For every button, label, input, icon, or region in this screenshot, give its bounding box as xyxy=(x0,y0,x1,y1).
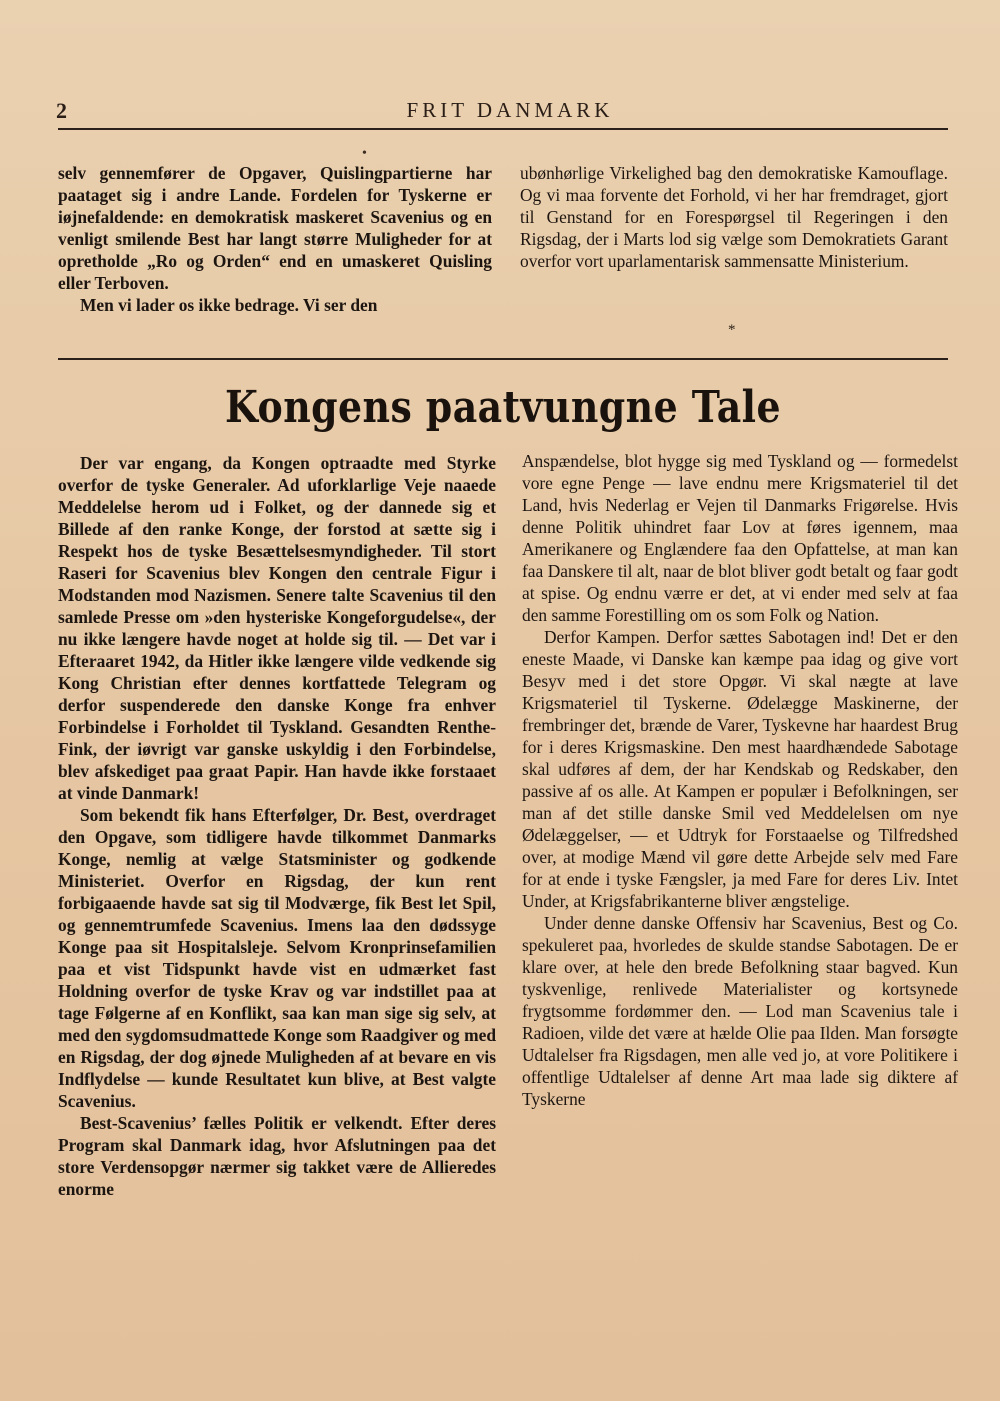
paragraph: selv gennemfører de Opgaver, Quislingpartierne har paataget sig i andre Lande. Fordelen for Tyskerne er iøjnefaldende: en demokratisk maskeret Scavenius og en venligt smilende Best har langt større Muligheder for at opretholde „Ro og Orden“ end en umaskeret Quisling eller Terboven. xyxy=(58,163,492,293)
paragraph: Anspændelse, blot hygge sig med Tyskland og — formedelst vore egne Penge — lave endnu mere Krigsmateriel til det Land, hvis Nederlag er Vejen til Danmarks Frigørelse. Hvis denne Politik uhindret faar Lov at føres igennem, maa Amerikanere og Englændere faa den Opfattelse, at man kan faa Danskere til alt, naar de blot bliver godt betalt og faar godt at spise. Og endnu værre er det, at vi ender med selv at faa den samme Forestilling om os som Folk og Nation. xyxy=(522,451,958,625)
paragraph: Men vi lader os ikke bedrage. Vi ser den xyxy=(80,295,378,315)
paragraph: ubønhørlige Virkelighed bag den demokratiske Kamouflage. Og vi maa forvente det Forhold, vi her har fremdraget, gjort til Genstand for en Forespørgsel til Regeringen i den Rigsdag, der i Marts lod sig vælge som Demokratiets Garant overfor vort uparlamentarisk sammensatte Ministerium. xyxy=(520,163,948,271)
paragraph: Der var engang, da Kongen optraadte med Styrke overfor de tyske Generaler. Ad uforklarlige Veje naaede Meddelelse herom ud i Folket, og der dannede sig et Billede af den ranke Konge, der forstod at sætte sig i Respekt hos de tyske Besættelsesmyndigheder. Til stort Raseri for Scavenius blev Kongen den centrale Figur i Modstanden mod Nazismen. Senere talte Scavenius til den samlede Presse om »den hysteriske Kongeforgudelse«, der nu ikke længere havde noget at holde sig til. — Det var i Efteraaret 1942, da Hitler ikke længere vilde vedkende sig Kong Christian efter dennes kortfattede Telegram og derfor suspenderede den danske Konge fra enhver Forbindelse i Forholdet til Tyskland. Gesandten Renthe-Fink, der iøvrigt var ganske uskyldig i den Forbindelse, blev afskediget paa graat Papir. Han havde ikke forstaaet at vinde Danmark! xyxy=(58,453,496,803)
publication-title: FRIT DANMARK xyxy=(406,98,614,122)
page-number: 2 xyxy=(56,98,67,123)
rule-dot: • xyxy=(362,146,367,161)
top-column-left xyxy=(58,162,492,316)
paragraph: Best-Scavenius’ fælles Politik er velkendt. Efter deres Program skal Danmark idag, hvor Afslutningen paa det store Verdensopgør nærmer sig takket være de Allieredes enorme xyxy=(58,1113,496,1199)
paragraph: Derfor Kampen. Derfor sættes Sabotagen ind! Det er den eneste Maade, vi Danske kan kæmpe paa idag og give vort Besyv med i det store Opgør. Vi skal nægte at lave Krigsmateriel til Tyskerne. Ødelægge Maskinerne, der frembringer det, brænde de Varer, Tyskevne har haardest Brug for i deres Krigsmaskine. Den mest haardhændede Sabotage skal udføres af dem, der har Kendskab og Redskaber, den passive af os alle. At Kampen er populær i Befolkningen, ser man af det stille danske Smil ved Meddelelsen om nye Ødelæggelser, — et Udtryk for Forstaaelse og Tilfredshed over, at modige Mænd vil gøre dette Arbejde selv med Fare for at ende i tyske Fængsler, ja med Fare for deres Liv. Intet Under, at Krigsfabrikanterne bliver ængstelige. xyxy=(522,627,958,911)
section-rule xyxy=(58,358,948,360)
end-mark: * xyxy=(728,322,736,338)
header-rule xyxy=(58,128,948,130)
paragraph: Under denne danske Offensiv har Scavenius, Best og Co. spekuleret paa, hvorledes de skulde standse Sabotagen. De er klare over, at hele den brede Befolkning staar bagved. Kun tyskvenlige, renlivede Materialister og kortsynede frygtsomme fordømmer den. — Lod man Scavenius tale i Radioen, vilde det være at hælde Olie paa Ilden. Man forsøgte Udtalelser fra Rigsdagen, men alle ved jo, at vore Politikere i offentlige Udtalelser af denne Art maa lade sig diktere af Tyskerne xyxy=(522,913,958,1109)
article-column-left xyxy=(58,452,496,1200)
top-column-right xyxy=(520,162,948,272)
paragraph: Som bekendt fik hans Efterfølger, Dr. Best, overdraget den Opgave, som tidligere havde tilkommet Danmarks Konge, nemlig at vælge Statsminister og godkende Ministeriet. Overfor en Rigsdag, der kun rent forbigaaende havde sat sig til Modværge, fik Best let Spil, og gennemtrumfede Scavenius. Imens laa den dødssyge Konge paa sit Hospitalsleje. Selvom Kronprinsefamilien paa et vist Tidspunkt havde vist en udmærket fast Holdning overfor de tyske Krav og var indstillet paa at tage Følgerne af en Konflikt, saa kan man sige sig selv, at med den sygdomsudmattede Konge som Raadgiver og med en Rigsdag, der dog øjnede Muligheden af at bevare en vis Indflydelse — kunde Resultatet kun blive, at Best valgte Scavenius. xyxy=(58,805,496,1111)
article-column-right xyxy=(522,450,958,1110)
article-headline: Kongens paatvungne Tale xyxy=(225,382,781,433)
